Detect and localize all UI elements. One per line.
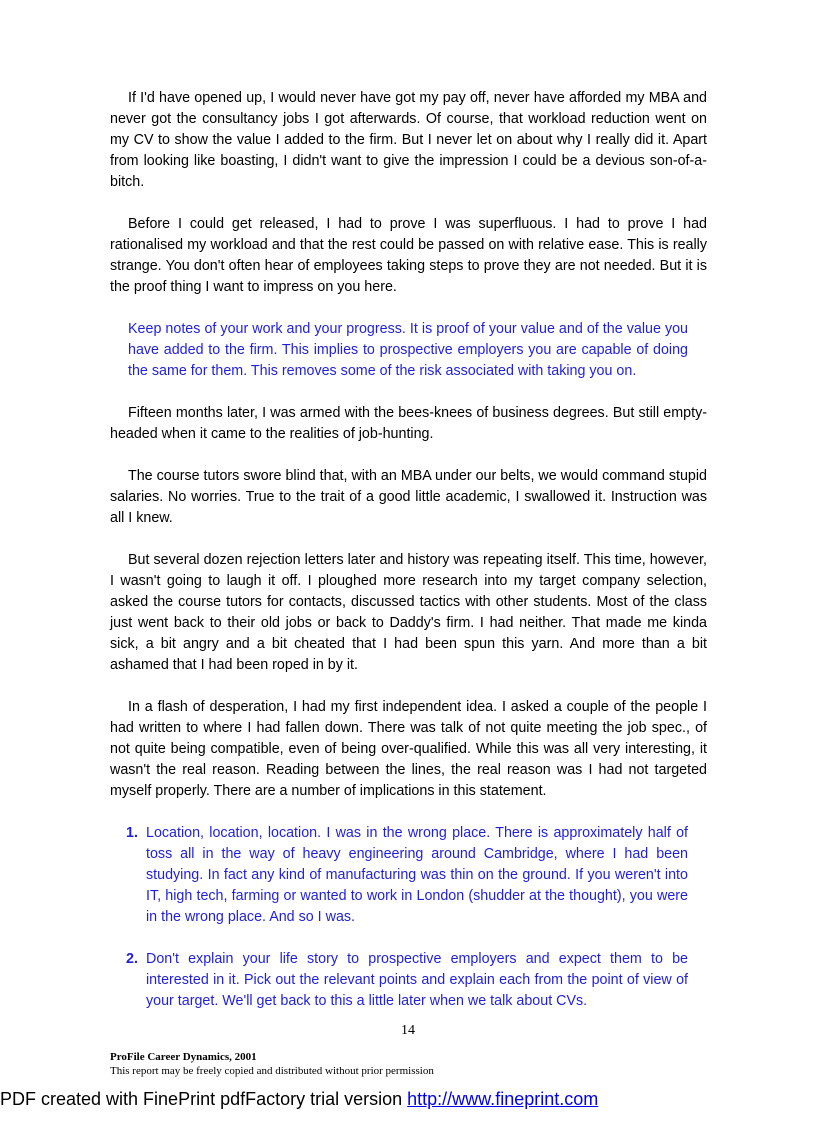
list-item-number: 1. xyxy=(126,825,138,841)
list-item-text: Don't explain your life story to prospective employers and expect them to be interested in it. Pick out the relevant points and explain each from the point of view of your target. We'll get back to this a little later when we talk about CVs. xyxy=(146,951,688,1009)
list-item-number: 2. xyxy=(126,951,138,967)
paragraph: But several dozen rejection letters later and history was repeating itself. This time, however, I wasn't going to laugh it off. I ploughed more research into my target company selection, asked the course tutors for contacts, discussed tactics with other students. Most of the class just went back to their old jobs or back to Daddy's firm. I had neither. That made me kinda sick, a bit angry and a bit cheated that I had been spun this yarn. And more than a bit ashamed that I had been roped in by it. xyxy=(110,552,707,673)
paragraph: Before I could get released, I had to prove I was superfluous. I had to prove I had rationalised my workload and that the rest could be passed on with relative ease. This is really strange. You don't often hear of employees taking steps to prove they are not needed. But it is the proof thing I want to impress on you here. xyxy=(110,216,707,295)
numbered-list xyxy=(110,823,707,1012)
list-item-text: Location, location, location. I was in the wrong place. There is approximately half of toss all in the way of heavy engineering around Cambridge, where I had been studying. In fact any kind of manufacturing was thin on the ground. If you weren't into IT, high tech, farming or wanted to work in London (shudder at the thought), you were in the wrong place. And so I was. xyxy=(146,825,688,925)
footer-title: ProFile Career Dynamics, 2001 xyxy=(110,1051,257,1063)
page-body xyxy=(110,88,707,1033)
tip-callout: Keep notes of your work and your progress. It is proof of your value and of the value you have added to the firm. This implies to prospective employers you are capable of doing the same for them. This removes some of the risk associated with taking you on. xyxy=(128,321,688,379)
footer-note: This report may be freely copied and distributed without prior permission xyxy=(110,1065,434,1077)
paragraph: If I'd have opened up, I would never have got my pay off, never have afforded my MBA and never got the consultancy jobs I got afterwards. Of course, that workload reduction went on my CV to show the value I added to the firm. But I never let on about why I really did it. Apart from looking like boasting, I didn't want to give the impression I could be a devious son-of-a-bitch. xyxy=(110,90,707,190)
banner-text: PDF created with FinePrint pdfFactory trial version xyxy=(0,1089,408,1109)
pdf-creator-banner xyxy=(0,1089,598,1110)
fineprint-link[interactable]: http://www.fineprint.com xyxy=(407,1089,599,1109)
list-item xyxy=(110,823,688,928)
paragraph: The course tutors swore blind that, with an MBA under our belts, we would command stupid salaries. No worries. True to the trait of a good little academic, I swallowed it. Instruction was all I knew. xyxy=(110,468,707,526)
paragraph: Fifteen months later, I was armed with the bees-knees of business degrees. But still empty-headed when it came to the realities of job-hunting. xyxy=(110,405,707,442)
paragraph: In a flash of desperation, I had my first independent idea. I asked a couple of the people I had written to where I had fallen down. There was talk of not quite meeting the job spec., of not quite being compatible, even of being over-qualified. While this was all very interesting, it wasn't the real reason. Reading between the lines, the real reason was I had not targeted myself properly. There are a number of implications in this statement. xyxy=(110,699,707,799)
page-number: 14 xyxy=(401,1023,415,1038)
list-item xyxy=(110,949,688,1012)
